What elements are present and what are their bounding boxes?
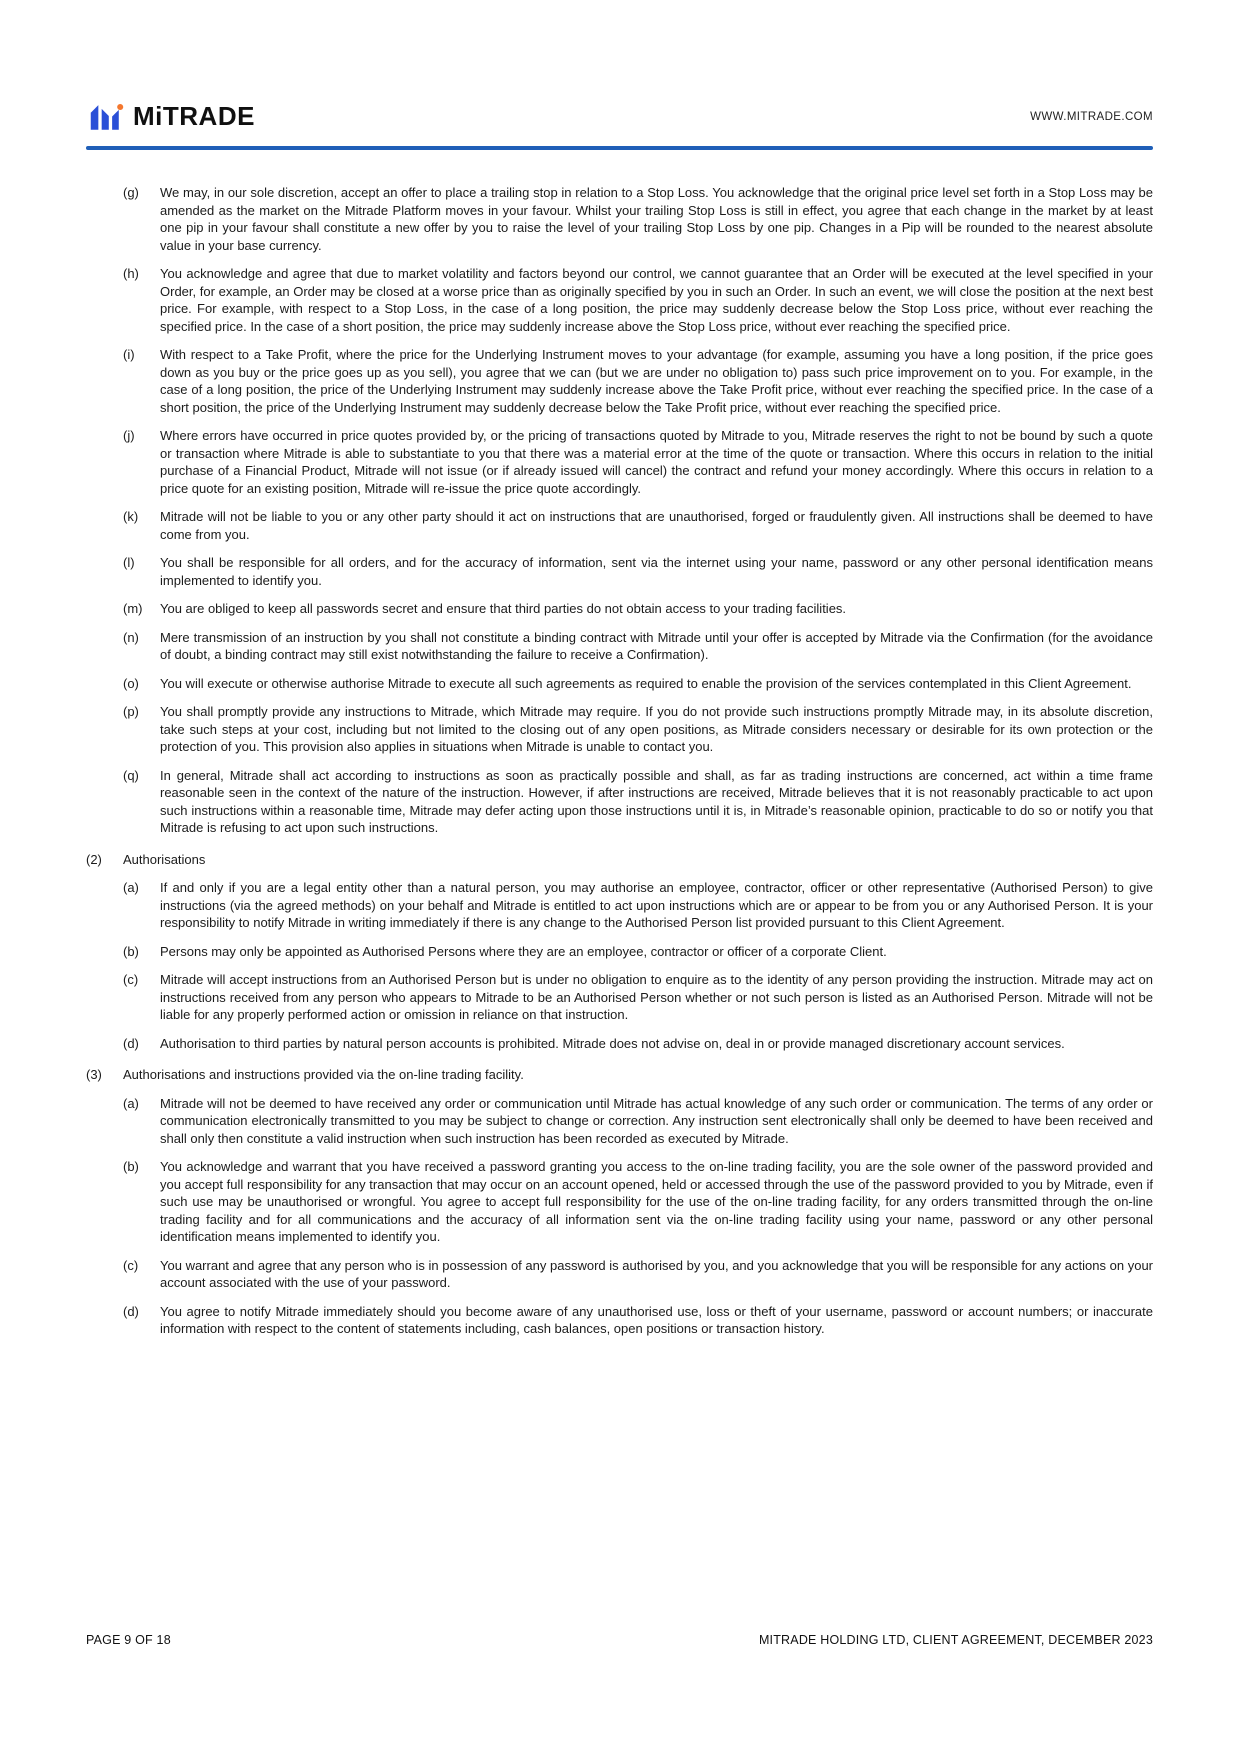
item-text: You are obliged to keep all passwords secret and ensure that third parties do not obtain access to your trading facilities. [160, 601, 847, 616]
list-item [123, 703, 1153, 756]
list-item [123, 675, 1153, 693]
item-text: You shall promptly provide any instructions to Mitrade, which Mitrade may require. If you do not provide such instructions promptly Mitrade may, in its absolute discretion, take such steps at your cost, including but not limited to the closing out of any open positions, as Mitrade considers necessary or desirable for its own protection or the protection of you. This provision also applies in situations when Mitrade is unable to contact you. [160, 704, 1153, 754]
list-item [123, 427, 1153, 497]
item-text: In general, Mitrade shall act according to instructions as soon as practically possible and shall, as far as trading instructions are concerned, act within a time frame reasonable seen in the context of the nature of the instruction. However, if after instructions are received, Mitrade believes that it is not reasonably practicable to act upon such instructions within a reasonable time, Mitrade may defer acting upon those instructions until it is, in Mitrade’s reasonable opinion, practicable to do so or notify you that Mitrade is refusing to act upon such instructions. [160, 767, 1153, 835]
item-marker: (l) [123, 555, 135, 570]
list-item [123, 600, 1153, 618]
item-marker: (m) [123, 601, 143, 616]
item-text: Persons may only be appointed as Authorised Persons where they are an employee, contractor or officer of a corporate Client. [160, 943, 887, 959]
item-marker: (d) [123, 1303, 139, 1319]
list-item [123, 879, 1153, 932]
item-text: With respect to a Take Profit, where the price for the Underlying Instrument moves to your advantage (for example, assuming you have a long position, if the price goes down as you buy or the price goes up as you sell), you agree that we can (but we are under no obligation to) pass such price improvement on to you. For example, in the case of a long position, the price of the Underlying Instrument may suddenly increase above the Take Profit price, without ever reaching the specified price. In the case of a short position, the price of the Underlying Instrument may suddenly decrease below the Take Profit price, without ever reaching the specified price. [160, 347, 1153, 415]
item-text: Mitrade will not be liable to you or any other party should it act on instructions that are unauthorised, forged or fraudulently given. All instructions shall be deemed to have come from you. [160, 509, 1153, 542]
document-body [86, 184, 1153, 1338]
list-item [123, 629, 1153, 664]
item-marker: (3) [86, 1067, 102, 1082]
item-marker: (p) [123, 704, 139, 719]
brand-wordmark: MiTRADE [133, 101, 255, 131]
list-item [123, 508, 1153, 543]
header-divider [86, 146, 1153, 150]
item-marker: (n) [123, 629, 139, 645]
page-header [86, 100, 1153, 133]
item-marker: (q) [123, 767, 139, 783]
list-item [123, 184, 1153, 254]
item-text: Where errors have occurred in price quotes provided by, or the pricing of transactions quoted by Mitrade to you, Mitrade reserves the right to not be bound by such a quote or transaction where Mitrade is able to substantiate to you that there was a material error at the time of the quote or transaction. Where this occurs in relation to the initial purchase of a Financial Product, Mitrade will not issue (or if already issued will cancel) the contract and refund your money accordingly. Where this occurs in relation to a price quote for an existing position, Mitrade will re-issue the price quote accordingly. [160, 428, 1153, 496]
item-text: You acknowledge and agree that due to market volatility and factors beyond our control, we cannot guarantee that an Order will be executed at the level specified in your Order, for example, an Order may be closed at a worse price than as originally specified by you in such an Order. In such an event, we will close the position at the next best price. For example, with respect to a Stop Loss, in the case of a long position, the price may suddenly decrease below the Stop Loss price, without ever reaching the specified price. In the case of a short position, the price may suddenly increase above the Stop Loss price, without ever reaching the specified price. [160, 266, 1153, 334]
item-text: Authorisations and instructions provided via the on-line trading facility. [123, 1067, 524, 1082]
page-footer [86, 1633, 1153, 1647]
item-marker: (a) [123, 880, 139, 895]
mitrade-logo [86, 100, 255, 133]
list-item [123, 265, 1153, 335]
list-item [123, 971, 1153, 1024]
item-text: You warrant and agree that any person who is in possession of any password is authorised by you, and you acknowledge that you will be responsible for any actions on your account associated with the use of your password. [160, 1257, 1153, 1290]
list-item [123, 1035, 1153, 1053]
item-marker: (g) [123, 185, 139, 200]
item-marker: (c) [123, 1257, 139, 1273]
item-marker: (2) [86, 851, 102, 867]
item-text: You shall be responsible for all orders, and for the accuracy of information, sent via the internet using your name, password or any other personal identification means implemented to identify you. [160, 555, 1153, 588]
item-text: Mitrade will not be deemed to have received any order or communication until Mitrade has actual knowledge of any such order or communication. The terms of any order or communication electronically transmitted to you may be subject to change or correction. Any instruction sent electronically shall only be deemed to have been received and shall only then constitute a valid instruction when such instruction has been recorded as executed by Mitrade. [160, 1095, 1153, 1146]
item-text: If and only if you are a legal entity other than a natural person, you may authorise an employee, contractor, officer or other representative (Authorised Person) to give instructions (via the agreed methods) on your behalf and Mitrade is entitled to act upon instructions which are or appear to be from you or any Authorised Person. It is your responsibility to notify Mitrade in writing immediately if there is any change to the Authorised Person list provided pursuant to this Client Agreement. [160, 880, 1153, 930]
list-item [123, 1257, 1153, 1292]
list-item [123, 1303, 1153, 1338]
item-marker: (h) [123, 266, 139, 281]
list-item [123, 943, 1153, 961]
list-item [123, 1158, 1153, 1246]
item-marker: (c) [123, 972, 139, 987]
item-text: Mitrade will accept instructions from an Authorised Person but is under no obligation to enquire as to the identity of any person providing the instruction. Mitrade may act on instructions received from any person who appears to Mitrade to be an Authorised Person whether or not such person is listed as an Authorised Person. Mitrade will not be liable for any properly performed action or omission in reliance on that instruction. [160, 972, 1153, 1022]
item-text: Authorisation to third parties by natural person accounts is prohibited. Mitrade does not advise on, deal in or provide managed discretionary account services. [160, 1035, 1065, 1051]
item-marker: (i) [123, 347, 135, 362]
item-text: Mere transmission of an instruction by you shall not constitute a binding contract with Mitrade until your offer is accepted by Mitrade via the Confirmation (for the avoidance of doubt, a binding contract may still exist notwithstanding the failure to receive a Confirmation). [160, 629, 1153, 662]
list-item [123, 1095, 1153, 1148]
item-text: Authorisations [123, 851, 206, 867]
item-marker: (b) [123, 1159, 139, 1174]
item-text: You agree to notify Mitrade immediately should you become aware of any unauthorised use, loss or theft of your username, password or account numbers; or inaccurate information with respect to the content of statements including, cash balances, open positions or transaction history. [160, 1303, 1153, 1336]
item-marker: (k) [123, 509, 139, 524]
item-text: We may, in our sole discretion, accept an offer to place a trailing stop in relation to a Stop Loss. You acknowledge that the original price level set forth in a Stop Loss may be amended as the market on the Mitrade Platform moves in your favour. Whilst your trailing Stop Loss is still in effect, you agree that each change in the market by at least one pip in your favour shall constitute a new offer by you to raise the level of your trailing Stop Loss by one pip. Changes in a Pip will be rounded to the nearest absolute value in your base currency. [160, 185, 1153, 253]
footer-page-number: PAGE 9 OF 18 [86, 1633, 171, 1647]
section-heading [86, 1066, 1153, 1084]
website-url: WWW.MITRADE.COM [1030, 110, 1153, 123]
item-marker: (a) [123, 1095, 139, 1111]
item-marker: (d) [123, 1035, 139, 1051]
mitrade-m-mark-icon [86, 100, 124, 133]
list-item [123, 767, 1153, 837]
item-marker: (b) [123, 943, 139, 959]
item-marker: (j) [123, 428, 135, 443]
item-text: You will execute or otherwise authorise Mitrade to execute all such agreements as required to enable the provision of the services contemplated in this Client Agreement. [160, 675, 1132, 691]
footer-document-title: MITRADE HOLDING LTD, CLIENT AGREEMENT, DECEMBER 2023 [758, 1633, 1153, 1647]
item-marker: (o) [123, 675, 139, 691]
list-item [123, 554, 1153, 589]
item-text: You acknowledge and warrant that you have received a password granting you access to the on-line trading facility, you are the sole owner of the password provided and you accept full responsibility for any transaction that may occur on an account opened, held or accessed through the use of the password provided to you by Mitrade, even if such use may be unauthorised or wrongful. You agree to accept full responsibility for the use of the on-line trading facility, for any orders transmitted through the on-line trading facility and for all communications and the accuracy of all information sent via the on-line trading facility using your name, password or any other personal identification means implemented to identify you. [160, 1159, 1153, 1244]
list-item [123, 346, 1153, 416]
section-heading [86, 851, 1153, 869]
